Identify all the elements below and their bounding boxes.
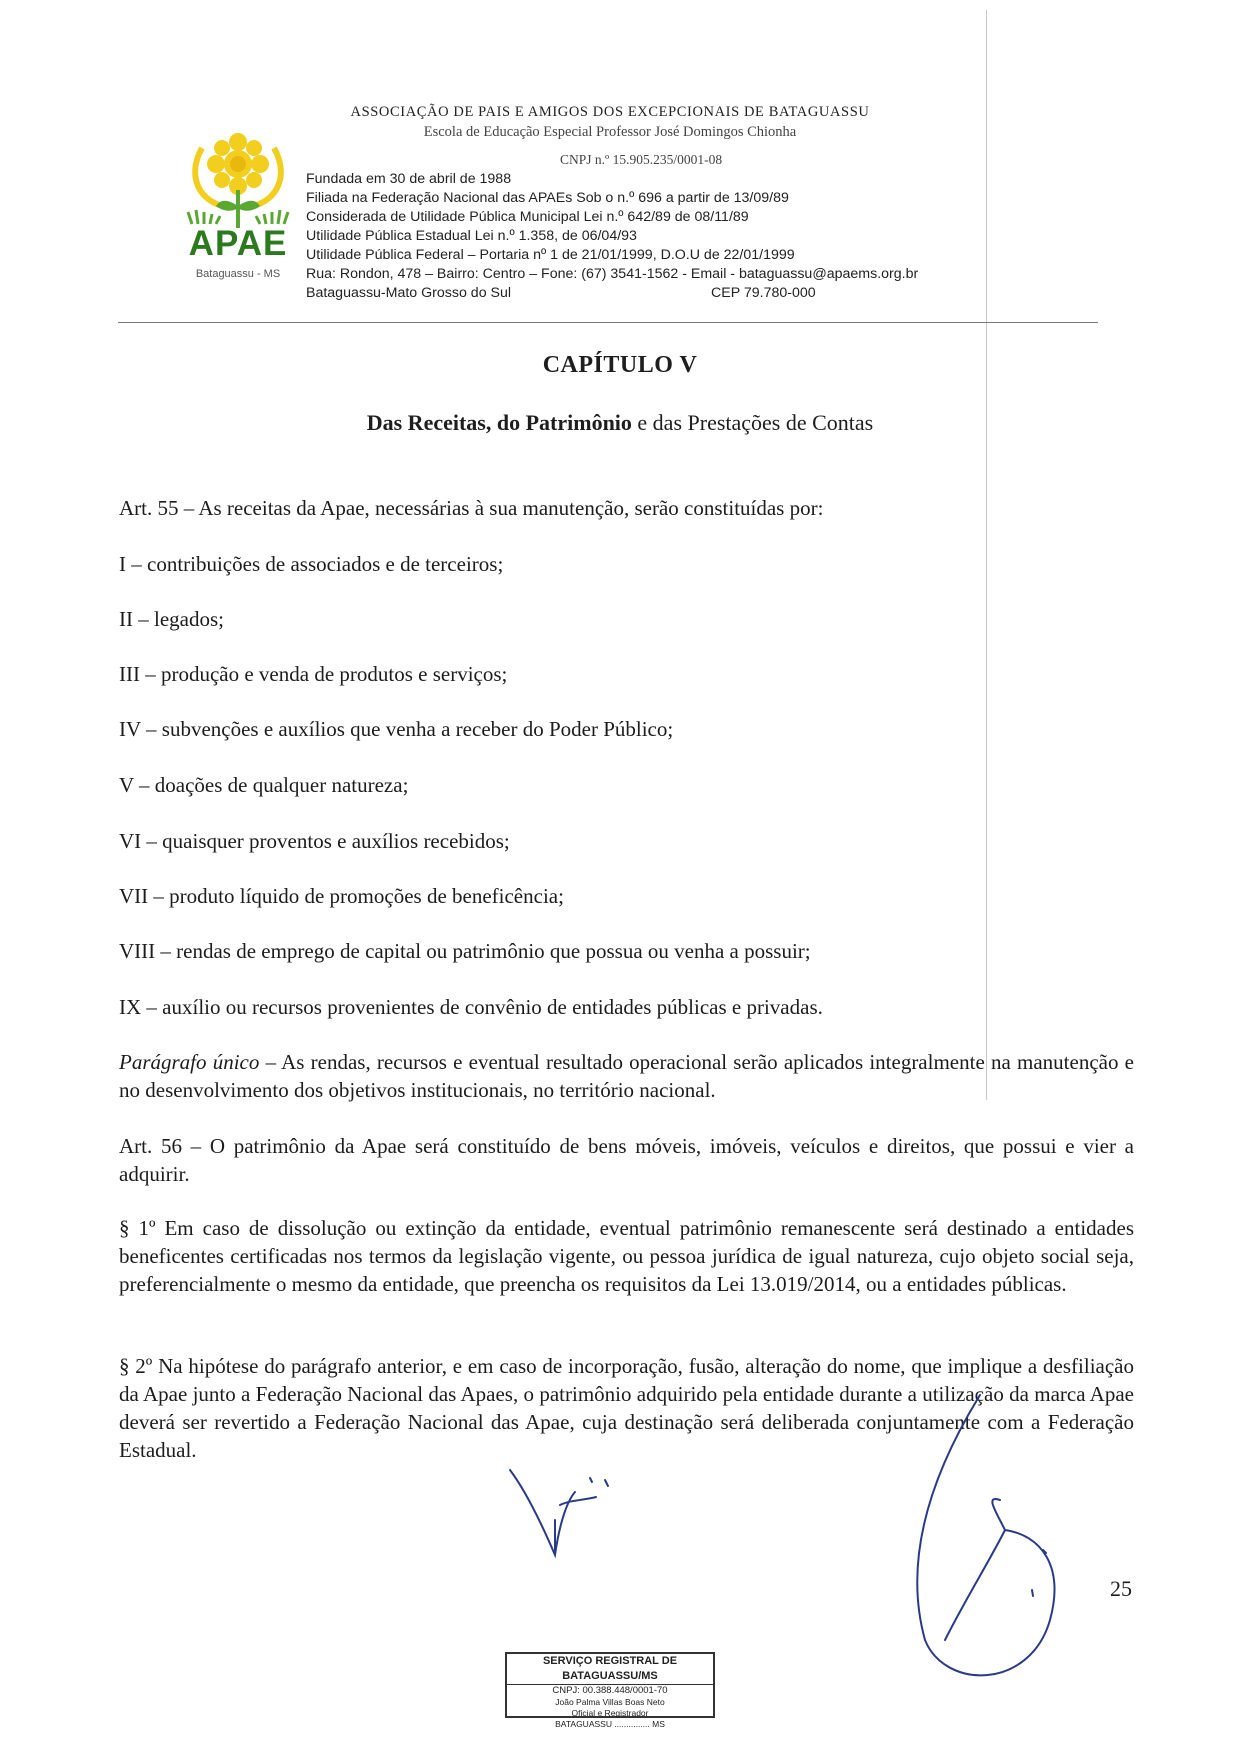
cnpj-number: CNPJ n.º 15.905.235/0001-08 [560, 152, 723, 167]
chapter-title: CAPÍTULO V [542, 352, 698, 378]
list-item: VIII – rendas de emprego de capital ou patrimônio que possua ou venha a possuir; [119, 939, 811, 963]
list-item: I – contribuições de associados e de terceiros; [119, 552, 504, 576]
paragrafo-unico [119, 1048, 1134, 1104]
info-line: Fundada em 30 de abril de 1988 [306, 171, 512, 187]
association-name: ASSOCIAÇÃO DE PAIS E AMIGOS DOS EXCEPCIONAIS DE BATAGUASSU [350, 104, 870, 120]
list-item: III – produção e venda de produtos e serviços; [119, 662, 508, 686]
logo-wordmark: APAE [188, 224, 288, 263]
registry-stamp [505, 1652, 715, 1729]
stamp-title: SERVIÇO REGISTRAL DE BATAGUASSU/MS [507, 1654, 713, 1685]
stamp-cnpj: CNPJ: 00.388.448/0001-70 [552, 1685, 668, 1696]
list-item: II – legados; [119, 607, 224, 631]
header-divider [118, 322, 1098, 323]
cep-code: CEP 79.780-000 [711, 285, 816, 301]
letterhead-info [306, 170, 1006, 303]
paragraph-1: § 1º Em caso de dissolução ou extinção da entidade, eventual patrimônio remanescente será destinado a entidades beneficentes certificadas nos termos da legislação vigente, ou pessoa jurídica de igual natureza, cujo objeto social seja, preferencialmente o mesmo da entidade, que preencha os requisitos da Lei 13.019/2014, ou a entidades públicas. [119, 1216, 1134, 1296]
list-item: V – doações de qualquer natureza; [119, 773, 409, 797]
article-56: Art. 56 – O patrimônio da Apae será constituído de bens móveis, imóveis, veículos e direitos, que possui e vier a adquirir. [119, 1134, 1134, 1186]
info-line: Rua: Rondon, 478 – Bairro: Centro – Fone: (67) 3541-1562 - Email - bataguassu@apaems.org.br [306, 266, 919, 282]
article-55: Art. 55 – As receitas da Apae, necessárias à sua manutenção, serão constituídas por: [119, 496, 824, 520]
info-line: Considerada de Utilidade Pública Municipal Lei n.º 642/89 de 08/11/89 [306, 209, 749, 225]
list-item: VII – produto líquido de promoções de beneficência; [119, 884, 564, 908]
signature-left [510, 1470, 596, 1555]
chapter-subtitle [0, 410, 1240, 436]
info-line: Bataguassu-Mato Grosso do Sul [306, 285, 512, 301]
list-item: VI – quaisquer proventos e auxílios recebidos; [119, 829, 510, 853]
paragraph-2: § 2º Na hipótese do parágrafo anterior, e em caso de incorporação, fusão, alteração do nome, que implique a desfiliação da Apae junto a Federação Nacional das Apaes, o patrimônio adquirido pela entidade durante a utilização da marca Apae deverá ser revertido a Federação Nacional das Apae, cuja destinação será deliberada conjuntamente com a Federação Estadual. [119, 1354, 1134, 1462]
info-line: Utilidade Pública Federal – Portaria nº 1 de 21/01/1999, D.O.U de 22/01/1999 [306, 247, 795, 263]
subtitle-rest: e das Prestações de Contas [631, 410, 874, 435]
list-item: IX – auxílio ou recursos provenientes de convênio de entidades públicas e privadas. [119, 995, 823, 1019]
stamp-role: Oficial e Registrador [571, 1708, 649, 1718]
stamp-city: BATAGUASSU ............... MS [555, 1719, 665, 1729]
paragrafo-label: Parágrafo único [119, 1050, 260, 1074]
logo-city: Bataguassu - MS [195, 268, 281, 280]
info-line: Filiada na Federação Nacional das APAEs Sob o n.º 696 a partir de 13/09/89 [306, 190, 789, 206]
paragrafo-text: – As rendas, recursos e eventual resultado operacional serão aplicados integralmente na manutenção e no desenvolvimento dos objetivos institucionais, no território nacional. [119, 1050, 1134, 1102]
apae-flower-logo-icon [182, 128, 294, 288]
info-line: Utilidade Pública Estadual Lei n.º 1.358, de 06/04/93 [306, 228, 637, 244]
school-name: Escola de Educação Especial Professor José Domingos Chionha [423, 124, 797, 140]
list-item: IV – subvenções e auxílios que venha a receber do Poder Público; [119, 717, 674, 741]
subtitle-bold: Das Receitas, do Patrimônio [366, 410, 632, 435]
page-number: 25 [1110, 1576, 1132, 1601]
stamp-officer: João Palma Villas Boas Neto [555, 1697, 665, 1707]
